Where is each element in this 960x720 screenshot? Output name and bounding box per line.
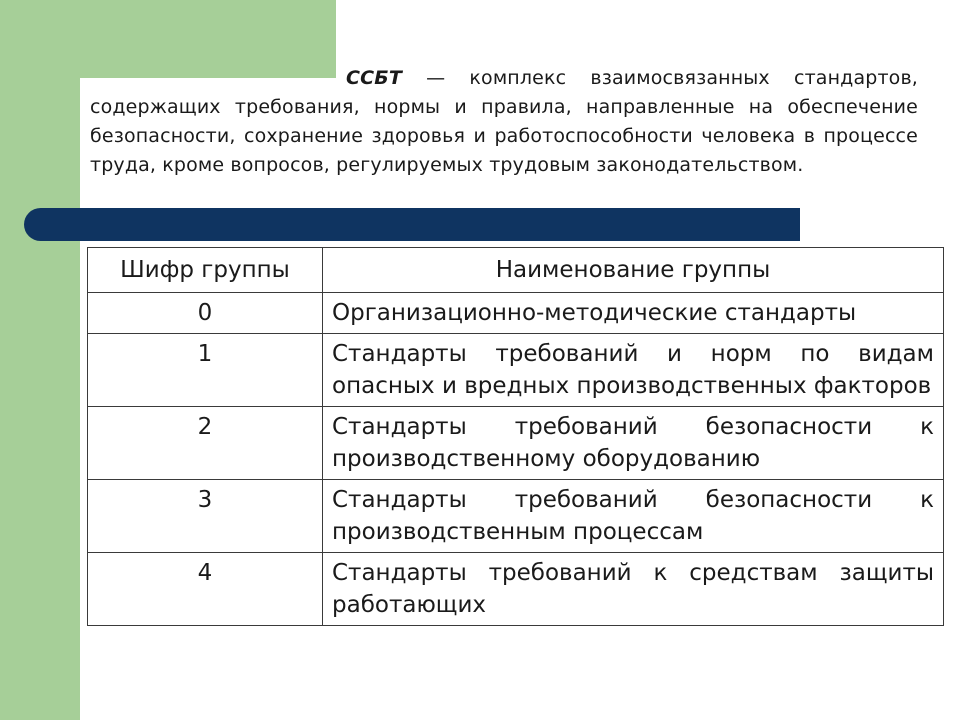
group-name: Стандарты требований безопасности к производственным процессам	[323, 480, 944, 553]
intro-definition: — комплекс взаимосвязанных стандартов, содержащих требования, нормы и правила, направленные на обеспечение безопасности, сохранение здоровья и работоспособности человека в процессе труда, кроме вопросов, регулируемых трудовым законодательством.	[90, 67, 918, 176]
intro-paragraph	[90, 64, 918, 180]
group-code: 1	[88, 334, 323, 407]
intro-term: ССБТ	[346, 67, 402, 89]
group-name: Стандарты требований к средствам защиты работающих	[323, 553, 944, 626]
group-name: Организационно-методические стандарты	[323, 293, 944, 334]
table-row	[88, 407, 944, 480]
group-code: 2	[88, 407, 323, 480]
table-row	[88, 334, 944, 407]
table-header-row	[88, 248, 944, 293]
header-name: Наименование группы	[323, 248, 944, 293]
header-code: Шифр группы	[88, 248, 323, 293]
table-row	[88, 553, 944, 626]
group-name: Стандарты требований безопасности к производственному оборудованию	[323, 407, 944, 480]
decorative-header-bar	[24, 208, 800, 241]
table-row	[88, 480, 944, 553]
group-code: 3	[88, 480, 323, 553]
table-row	[88, 293, 944, 334]
group-name: Стандарты требований и норм по видам опасных и вредных производственных факторов	[323, 334, 944, 407]
standards-groups-table	[87, 247, 944, 626]
group-code: 4	[88, 553, 323, 626]
side-green-band	[0, 0, 80, 720]
group-code: 0	[88, 293, 323, 334]
